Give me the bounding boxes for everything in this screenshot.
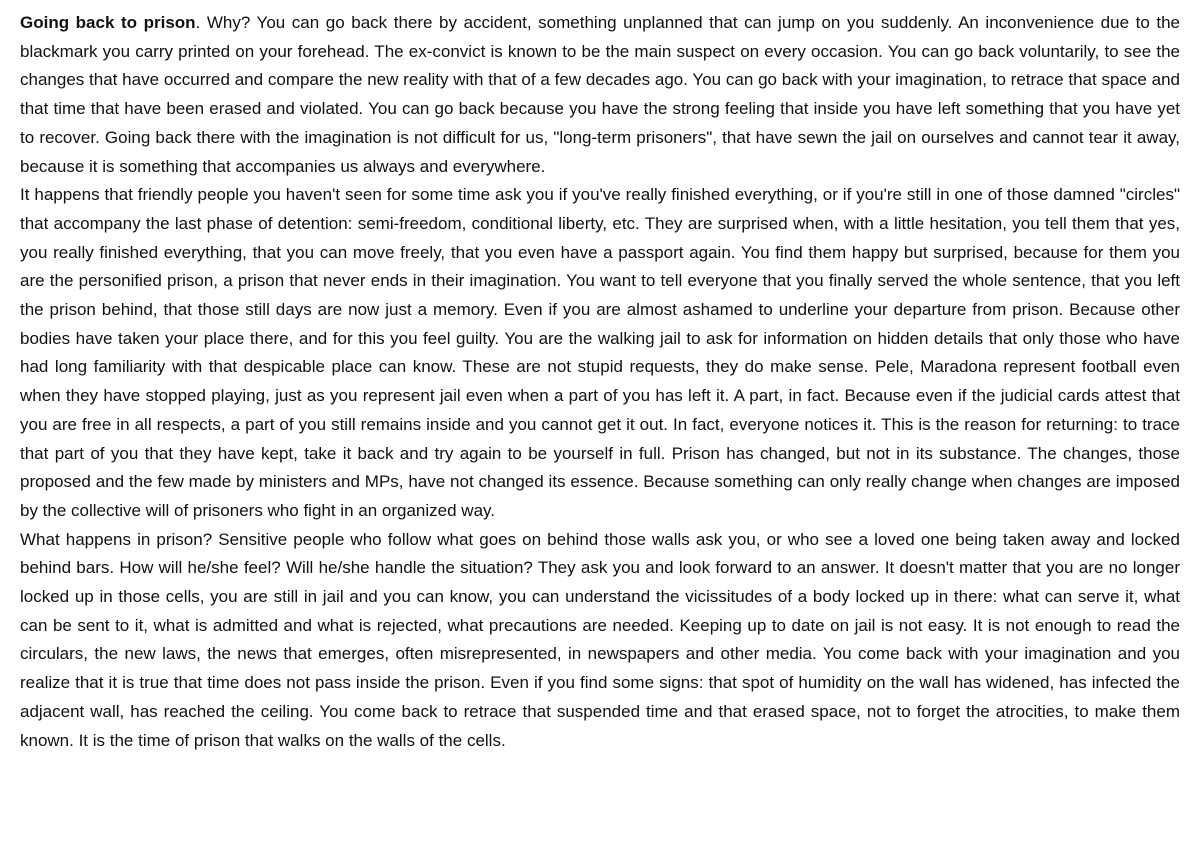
paragraph-3 bbox=[20, 526, 1180, 756]
paragraph-2 bbox=[20, 181, 1180, 525]
paragraph-text: It happens that friendly people you haven't seen for some time ask you if you've really finished everything, or if you're still in one of those damned "circles" that accompany the last phase of detention: semi-freedom, conditional liberty, etc. They are surprised when, with a little hesitation, you tell them that yes, you really finished everything, that you can move freely, that you even have a passport again. You find them happy but surprised, because for them you are the personified prison, a prison that never ends in their imagination. You want to tell everyone that you finally served the whole sentence, that you left the prison behind, that those still days are now just a memory. Even if you are almost ashamed to underline your departure from prison. Because other bodies have taken your place there, and for this you feel guilty. You are the walking jail to ask for information on hidden details that only those who have had long familiarity with that despicable place can know. These are not stupid requests, they do make sense. Pele, Maradona represent football even when they have stopped playing, just as you represent jail even when a part of you has left it. A part, in fact. Because even if the judicial cards attest that you are free in all respects, a part of you still remains inside and you cannot get it out. In fact, everyone notices it. This is the reason for returning: to trace that part of you that they have kept, take it back and try again to be yourself in full. Prison has changed, but not in its substance. The changes, those proposed and the few made by ministers and MPs, have not changed its essence. Because something can only really change when changes are imposed by the collective will of prisoners who fight in an organized way. bbox=[20, 185, 1180, 520]
paragraph-1 bbox=[20, 9, 1180, 181]
paragraph-lead-heading: Going back to prison bbox=[20, 13, 196, 32]
paragraph-text: What happens in prison? Sensitive people who follow what goes on behind those walls ask you, or who see a loved one being taken away and locked behind bars. How will he/she feel? Will he/she handle the situation? They ask you and look forward to an answer. It doesn't matter that you are no longer locked up in those cells, you are still in jail and you can know, you can understand the vicissitudes of a body locked up in there: what can serve it, what can be sent to it, what is admitted and what is rejected, what precautions are needed. Keeping up to date on jail is not easy. It is not enough to read the circulars, the new laws, the news that emerges, often misrepresented, in newspapers and other media. You come back with your imagination and you realize that it is true that time does not pass inside the prison. Even if you find some signs: that spot of humidity on the wall has widened, has infected the adjacent wall, has reached the ceiling. You come back to retrace that suspended time and that erased space, not to forget the atrocities, to make them known. It is the time of prison that walks on the walls of the cells. bbox=[20, 529, 1180, 750]
paragraph-text: . Why? You can go back there by accident, something unplanned that can jump on you suddenly. An inconvenience due to the blackmark you carry printed on your forehead. The ex-convict is known to be the main suspect on every occasion. You can go back voluntarily, to see the changes that have occurred and compare the new reality with that of a few decades ago. You can go back with your imagination, to retrace that space and that time that have been erased and violated. You can go back because you have the strong feeling that inside you have left something that you have yet to recover. Going back there with the imagination is not difficult for us, "long-term prisoners", that have sewn the jail on ourselves and cannot tear it away, because it is something that accompanies us always and everywhere. bbox=[20, 13, 1180, 176]
